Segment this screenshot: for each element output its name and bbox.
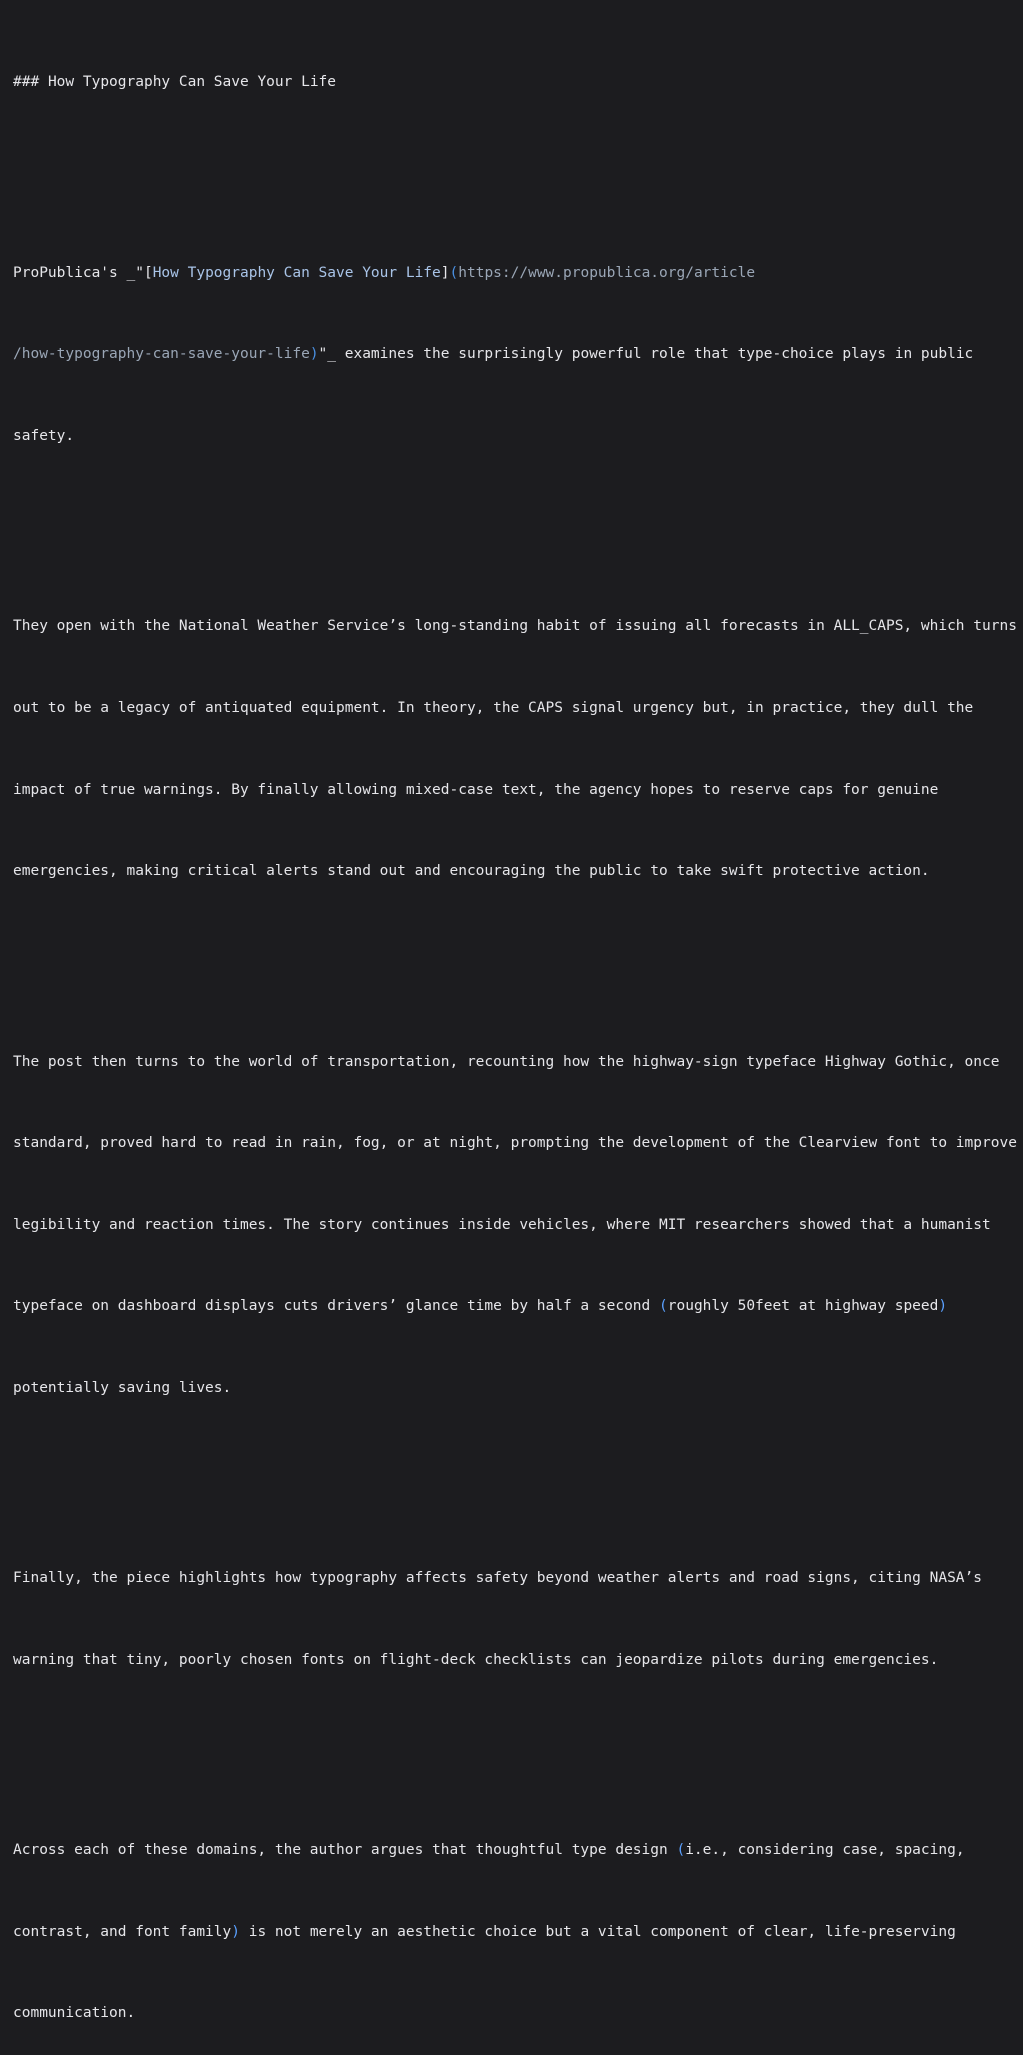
heading-marker: ### <box>13 74 40 91</box>
p5-l2-after: is not merely an aesthetic choice but a vital component of clear, life-preserving <box>239 1923 956 1940</box>
paragraph-3-line-4: typeface on dashboard displays cuts drivers’ glance time by half a second (roughly 50feet at highway speed) <box>13 1298 948 1315</box>
paragraph-2-line-2: out to be a legacy of antiquated equipment. In theory, the CAPS signal urgency but, in practice, they dull the <box>13 699 974 716</box>
paragraph-3-line-3: legibility and reaction times. The story continues inside vehicles, where MIT researchers showed that a humanist <box>13 1216 991 1233</box>
paragraph-3-line-1: The post then turns to the world of transportation, recounting how the highway-sign typeface Highway Gothic, once <box>13 1053 1000 1070</box>
paragraph-3-line-2: standard, proved hard to read in rain, fog, or at night, prompting the development of the Clearview font to improve <box>13 1135 1017 1152</box>
p1-after-url: "_ examines the surprisingly powerful role that type-choice plays in public <box>318 346 974 363</box>
paragraph-2-line-3: impact of true warnings. By finally allowing mixed-case text, the agency hopes to reserve caps for genuine <box>13 781 939 798</box>
p5-l1-text: Across each of these domains, the author argues that thoughtful type design <box>13 1842 677 1859</box>
paragraph-5-line-1: Across each of these domains, the author argues that thoughtful type design (i.e., considering case, spacing, <box>13 1842 965 1859</box>
heading-line <box>13 69 1023 96</box>
link-url-part-2[interactable]: /how-typography-can-save-your-life <box>13 346 310 363</box>
p3-paren-text: roughly 50feet at highway speed <box>667 1298 939 1315</box>
paragraph-2-line-4: emergencies, making critical alerts stand out and encouraging the public to take swift protective action. <box>13 863 930 880</box>
link-text[interactable]: How Typography Can Save Your Life <box>152 264 441 281</box>
paragraph-5-line-3: communication. <box>13 2005 136 2022</box>
paragraph-1-line-3: safety. <box>13 427 75 444</box>
p3-l4-text: typeface on dashboard displays cuts drivers’ glance time by half a second <box>13 1298 660 1315</box>
paragraph-2-line-1: They open with the National Weather Service’s long-standing habit of issuing all forecasts in ALL_CAPS, which turns <box>13 618 1017 635</box>
paragraph-4-line-2: warning that tiny, poorly chosen fonts on flight-deck checklists can jeopardize pilots during emergencies. <box>13 1651 939 1668</box>
p1-prefix: ProPublica's _" <box>13 264 144 281</box>
link-url-part-1[interactable]: https://www.propublica.org/article <box>458 264 756 281</box>
paragraph-5-line-2: contrast, and font family) is not merely an aesthetic choice but a vital component of clear, life-preserving <box>13 1923 956 1940</box>
paragraph-4-line-1: Finally, the piece highlights how typography affects safety beyond weather alerts and road signs, citing NASA’s <box>13 1570 983 1587</box>
p5-paren-text-1: i.e., considering case, spacing, <box>685 1842 965 1859</box>
paragraph-3-line-5: potentially saving lives. <box>13 1379 232 1396</box>
heading-text: How Typography Can Save Your Life <box>47 74 337 91</box>
p5-paren-text-2: contrast, and font family <box>13 1923 232 1940</box>
paragraph-1-line-2: /how-typography-can-save-your-life)"_ examines the surprisingly powerful role that type-choice plays in public <box>13 346 974 363</box>
paragraph-1-line-1: ProPublica's _"[How Typography Can Save Your Life](https://www.propublica.org/article <box>13 264 756 281</box>
